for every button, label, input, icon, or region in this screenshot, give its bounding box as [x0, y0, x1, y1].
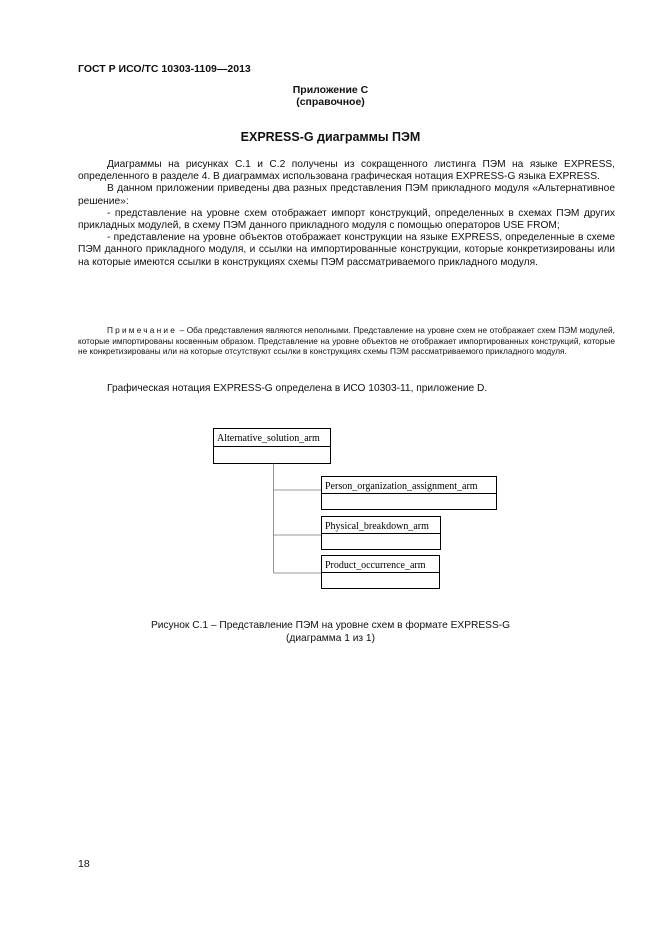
document-header: ГОСТ Р ИСО/ТС 10303-1109—2013 [78, 63, 251, 75]
page-number: 18 [78, 858, 90, 870]
appendix-subtitle: (справочное) [296, 96, 365, 108]
child-label: Physical_breakdown_arm [325, 521, 429, 532]
note-text: – Оба представления являются неполными. Представление на уровне схем не отображает схем ПЭМ модулей, которые импортированы косвенным образом. Представление на уровне объектов не отображает импортированных конструкций, которые не конкретизированы или на которые отсутствуют ссылки в конструкциях схемы ПЭМ рассматриваемого прикладного модуля. [78, 325, 615, 357]
root-label: Alternative_solution_arm [217, 433, 320, 444]
paragraph: Диаграммы на рисунках С.1 и С.2 получены из сокращенного листинга ПЭМ на языке EXPRESS, определенного в разделе 4. В диаграммах использована графическая нотация EXPRESS-G языка EXPRESS. [78, 159, 615, 183]
note-label: Примечание [107, 325, 178, 335]
child-box [322, 477, 497, 510]
child-label: Product_occurrence_arm [325, 560, 426, 571]
appendix-title: Приложение С [292, 84, 369, 96]
paragraph: - представление на уровне схем отображает импорт конструкций, определенных в схемах ПЭМ других прикладных модулей, в схему ПЭМ данного прикладного модуля с помощью операторов USE FROM; [78, 207, 615, 232]
note-block [78, 325, 615, 357]
figure-caption-line2: (диаграмма 1 из 1) [286, 633, 375, 644]
notation-paragraph: Графическая нотация EXPRESS-G определена в ИСО 10303-11, приложение D. [107, 383, 488, 394]
child-box [322, 517, 441, 550]
child-box [322, 556, 440, 589]
section-title: EXPRESS-G диаграммы ПЭМ [240, 130, 421, 144]
figure-caption-line1: Рисунок С.1 – Представление ПЭМ на уровне схем в формате EXPRESS-G [150, 620, 511, 631]
root-box [214, 429, 331, 464]
paragraph: В данном приложении приведены два разных представления ПЭМ прикладного модуля «Альтернативное решение»: [78, 183, 615, 207]
body-text [78, 159, 615, 269]
paragraph: - представление на уровне объектов отображает конструкции на языке EXPRESS, определенные в схеме ПЭМ данного прикладного модуля, и ссылки на импортированные конструкции, которые конкретизированы или на которые имеются ссылки в конструкциях схемы ПЭМ рассматриваемого прикладного модуля. [78, 232, 615, 268]
child-label: Person_organization_assignment_arm [325, 481, 478, 492]
